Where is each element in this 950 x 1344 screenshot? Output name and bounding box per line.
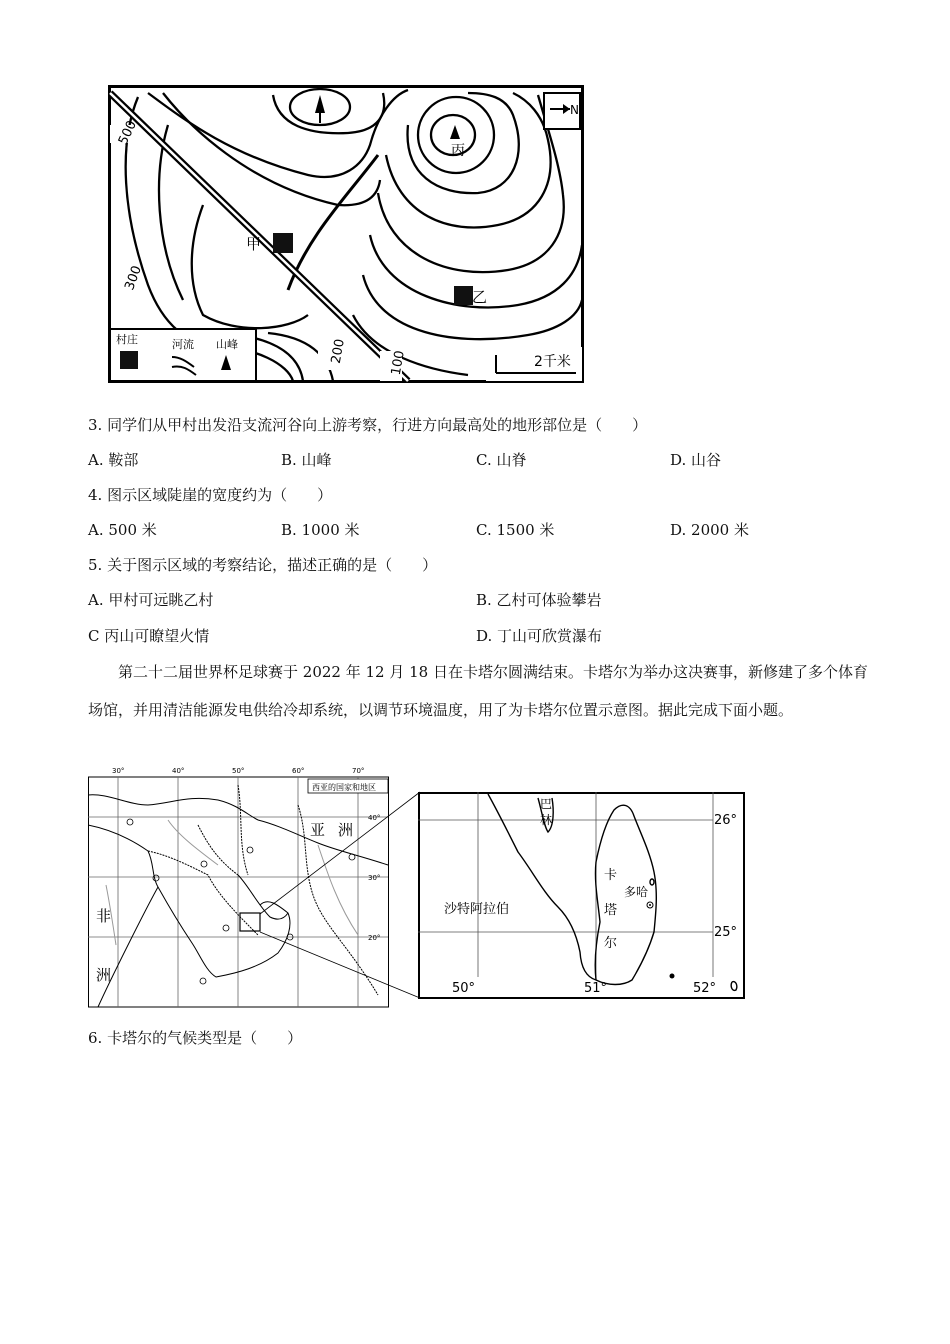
q4-option-a[interactable]: A. 500 米 <box>88 521 157 539</box>
svg-text:40°: 40° <box>172 767 185 775</box>
q4-option-c[interactable]: C. 1500 米 <box>476 521 555 539</box>
svg-text:25°: 25° <box>714 925 738 940</box>
contour-label: 100 <box>388 349 408 377</box>
map-title: 西亚的国家和地区 <box>312 783 376 792</box>
qatar-map <box>418 792 746 1000</box>
svg-text:山峰: 山峰 <box>216 338 238 351</box>
svg-text:洲: 洲 <box>338 821 354 839</box>
village-icon <box>454 286 473 305</box>
north-arrow <box>544 93 580 129</box>
contour-label: 200 <box>328 337 348 365</box>
svg-text:50°: 50° <box>232 767 245 775</box>
svg-text:非: 非 <box>96 907 112 925</box>
q3-option-b[interactable]: B. 山峰 <box>281 451 332 469</box>
svg-text:51°: 51° <box>584 981 608 996</box>
svg-text:卡: 卡 <box>604 868 618 883</box>
q5-option-c[interactable]: C 丙山可瞭望火情 <box>88 627 210 645</box>
q4-option-d[interactable]: D. 2000 米 <box>670 521 749 539</box>
q3-option-a[interactable]: A. 鞍部 <box>88 451 139 469</box>
svg-text:林: 林 <box>540 813 553 827</box>
svg-text:2千米: 2千米 <box>534 354 571 370</box>
q3-option-c[interactable]: C. 山脊 <box>476 451 527 469</box>
village-icon <box>273 233 293 253</box>
svg-text:尔: 尔 <box>604 936 618 951</box>
question-5-stem: 5. 关于图示区域的考察结论，描述正确的是（ ） <box>88 556 438 574</box>
label-yi: 乙 <box>472 288 488 306</box>
svg-text:村庄: 村庄 <box>116 333 138 346</box>
q5-option-b[interactable]: B. 乙村可体验攀岩 <box>476 591 602 609</box>
svg-text:60°: 60° <box>292 767 305 775</box>
q3-option-d[interactable]: D. 山谷 <box>670 451 722 469</box>
svg-text:52°: 52° <box>693 981 717 996</box>
topographic-map <box>108 85 584 383</box>
label-saudi: 沙特阿拉伯 <box>444 902 510 917</box>
connector-lines <box>240 790 430 1000</box>
scale-bar <box>486 347 582 381</box>
svg-text:河流: 河流 <box>172 338 194 351</box>
label-jia: 甲 <box>246 235 262 253</box>
question-3-stem: 3. 同学们从甲村出发沿支流河谷向上游考察，行进方向最高处的地形部位是（ ） <box>88 416 648 434</box>
svg-text:洲: 洲 <box>96 966 112 984</box>
svg-text:30°: 30° <box>368 874 381 882</box>
contour-label: 500 <box>115 118 140 148</box>
village-icon <box>120 351 138 369</box>
svg-text:40°: 40° <box>368 814 381 822</box>
question-4-stem: 4. 图示区域陡崖的宽度约为（ ） <box>88 486 333 504</box>
q5-option-d[interactable]: D. 丁山可欣赏瀑布 <box>476 627 603 645</box>
svg-text:亚: 亚 <box>310 821 326 839</box>
label-bing: 丙 <box>451 143 465 159</box>
q4-option-b[interactable]: B. 1000 米 <box>281 521 360 539</box>
svg-text:50°: 50° <box>452 981 476 996</box>
label-doha: 多哈 <box>624 885 649 899</box>
svg-text:26°: 26° <box>714 813 738 828</box>
svg-text:20°: 20° <box>368 934 381 942</box>
svg-text:30°: 30° <box>112 767 125 775</box>
svg-text:N: N <box>570 103 579 117</box>
question-6-stem: 6. 卡塔尔的气候类型是（ ） <box>88 1029 303 1047</box>
contour-label: 300 <box>122 263 145 293</box>
q5-option-a[interactable]: A. 甲村可远眺乙村 <box>88 591 214 609</box>
svg-text:70°: 70° <box>352 767 365 775</box>
svg-text:塔: 塔 <box>604 903 618 918</box>
map-legend <box>110 329 256 381</box>
svg-text:巴: 巴 <box>540 797 553 811</box>
passage-text: 第二十二届世界杯足球赛于 2022 年 12 月 18 日在卡塔尔圆满结束。卡塔尔为举办这决赛事，新修建了多个体育场馆，并用清洁能源发电供给冷却系统，以调节环境温度，用了为卡塔尔位置示意图。据此完成下面小题。 <box>88 663 868 719</box>
